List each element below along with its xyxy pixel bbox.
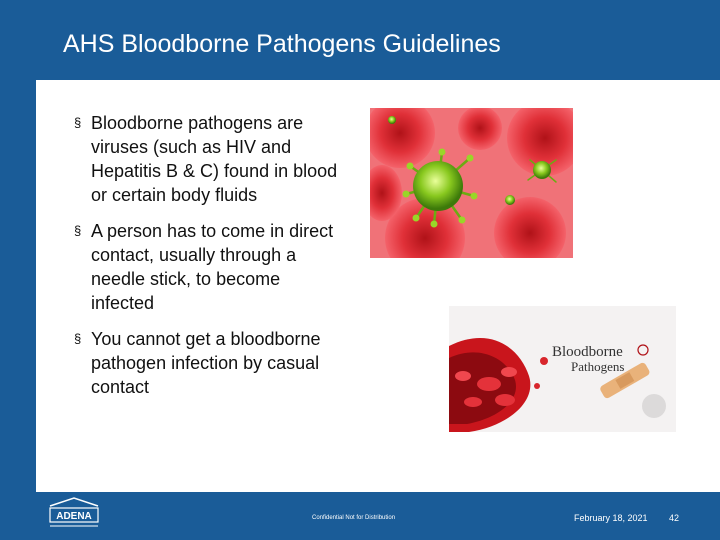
pathogens-image-line1: Bloodborne bbox=[552, 344, 623, 360]
footer-date: February 18, 2021 bbox=[574, 513, 648, 523]
bullet-item bbox=[74, 327, 344, 399]
content-area bbox=[36, 80, 720, 492]
bullet-text: A person has to come in direct contact, usually through a needle stick, to become infected bbox=[91, 221, 334, 313]
virus-image bbox=[370, 108, 573, 258]
bullet-item bbox=[74, 219, 344, 315]
bullet-text: You cannot get a bloodborne pathogen infection by casual contact bbox=[91, 329, 321, 397]
bullet-marker: § bbox=[74, 331, 82, 346]
bullet-item bbox=[74, 111, 344, 207]
adena-logo bbox=[48, 496, 100, 532]
bullet-marker: § bbox=[74, 223, 82, 238]
bullet-text: Bloodborne pathogens are viruses (such as HIV and Hepatitis B & C) found in blood or certain body fluids bbox=[91, 113, 338, 205]
adena-logo-text: ADENA bbox=[56, 511, 92, 522]
footer-confidential: Confidential Not for Distribution bbox=[312, 515, 396, 521]
slide-title: AHS Bloodborne Pathogens Guidelines bbox=[63, 30, 501, 58]
bullet-list bbox=[74, 111, 344, 411]
bullet-marker: § bbox=[74, 115, 82, 130]
footer-page-number: 42 bbox=[669, 513, 680, 523]
pathogens-image-line2: Pathogens bbox=[571, 359, 625, 374]
pathogens-image bbox=[449, 306, 676, 432]
